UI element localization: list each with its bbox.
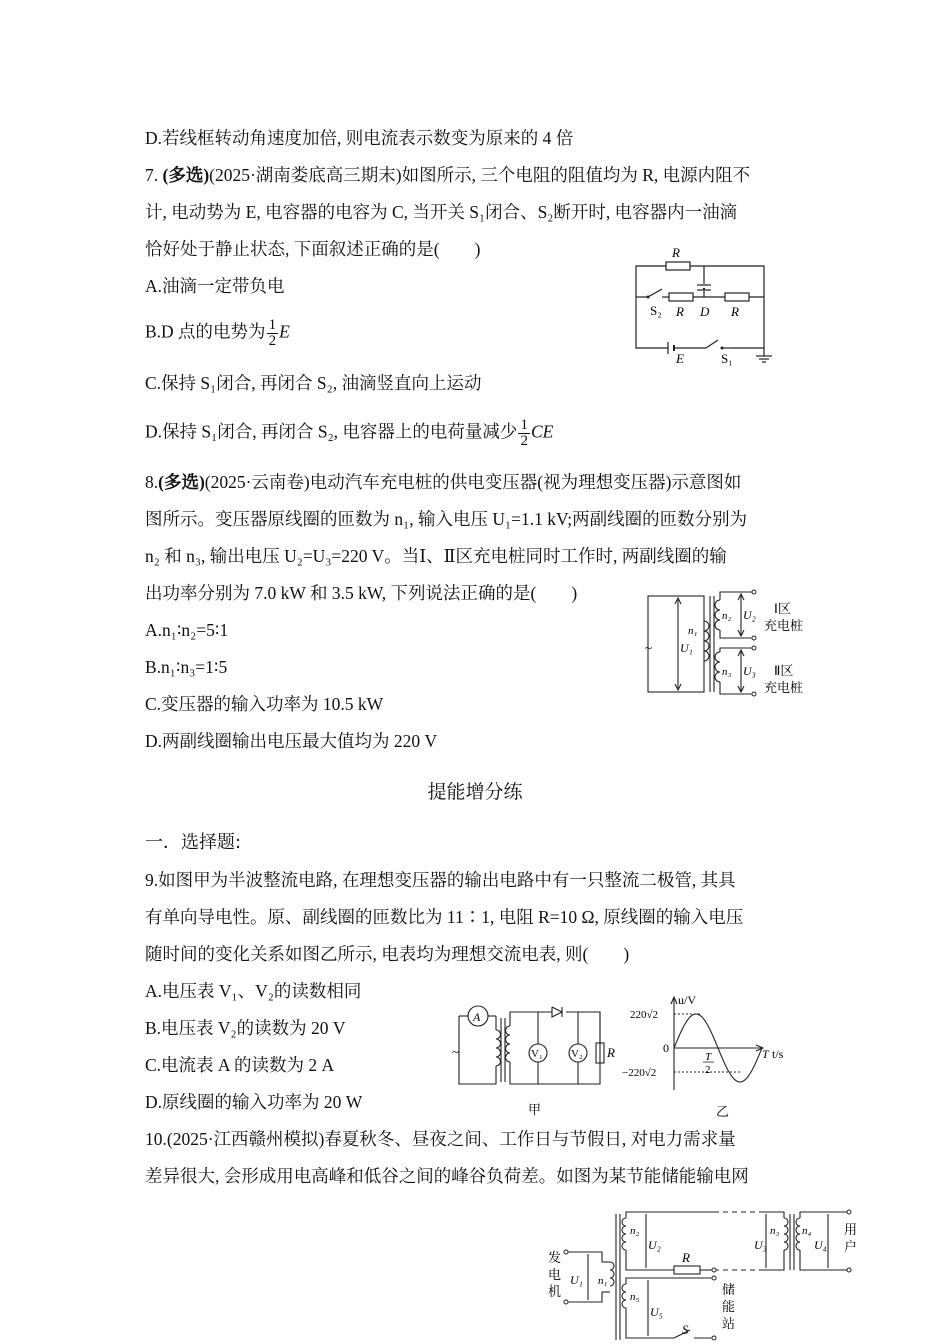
q8-stem-line1: 8.(多选)(2025·云南卷)电动汽车充电桩的供电变压器(视为理想变压器)示意图如 [145, 472, 742, 492]
figure-caption-yi: 乙 [716, 1104, 730, 1119]
label-s1: S₁ [721, 351, 733, 366]
t-label: T [762, 1047, 769, 1061]
figure-caption-jia: 甲 [528, 1102, 542, 1117]
label-switch-s: S [682, 1322, 689, 1337]
label-u4: U₄ [814, 1238, 827, 1252]
label-r-top: R [672, 245, 680, 260]
q7-option-d: D.保持 S₁闭合, 再闭合 S₂, 电容器上的电荷量减少 $\frac{1}{2}$ CE [145, 417, 554, 449]
label-zone2: Ⅱ区 [774, 663, 794, 678]
label-storage-1: 储 [722, 1282, 736, 1297]
q8-stem-line4: 出功率分别为 7.0 kW 和 3.5 kW, 下列说法正确的是( ) [145, 583, 578, 603]
label-n1: n₁ [598, 1275, 608, 1287]
label-r2: R [731, 304, 739, 319]
label-generator-2: 电 [548, 1267, 562, 1282]
terminal [712, 1336, 716, 1340]
q7-stem-line3: 恰好处于静止状态, 下面叙述正确的是( ) [145, 239, 481, 259]
terminal [712, 1268, 716, 1272]
t-half-den: 2 [705, 1064, 711, 1076]
q8-transformer-diagram [644, 586, 824, 706]
label-u3: U₃ [754, 1238, 767, 1252]
label-generator-1: 发 [548, 1250, 562, 1265]
label-zone2-pile: 充电桩 [764, 680, 804, 695]
terminal [847, 1268, 851, 1272]
origin-label: 0 [663, 1041, 669, 1055]
terminal [752, 636, 756, 640]
label-u5: U₅ [650, 1305, 663, 1319]
q7-circuit-diagram [626, 244, 786, 374]
label-zone1: Ⅰ区 [774, 601, 791, 616]
q9-stem-line3: 随时间的变化关系如图乙所示, 电表均为理想交流电表, 则( ) [145, 944, 630, 964]
label-v2: V₂ [571, 1048, 583, 1060]
label-user-2: 户 [844, 1239, 858, 1254]
q8-stem-line3: n₂ 和 n₃, 输出电压 U₂=U₃=220 V。当Ⅰ、Ⅱ区充电桩同时工作时, 两副线圈的输 [145, 546, 727, 566]
q6-option-d: D.若线框转动角速度加倍, 则电流表示数变为原来的 4 倍 [145, 128, 574, 148]
label-generator-3: 机 [548, 1284, 562, 1299]
label-n2: n₂ [630, 1225, 640, 1237]
label-storage-2: 能 [722, 1299, 736, 1314]
label-r1: R [676, 304, 684, 319]
q10-stem-line2: 差异很大, 会形成用电高峰和低谷之间的峰谷负荷差。如图为某节能储能输电网 [145, 1166, 749, 1186]
q9-stem-line2: 有单向导电性。原、副线圈的匝数比为 11∶1, 电阻 R=10 Ω, 原线圈的输入电压 [145, 907, 744, 927]
label-n5: n₅ [630, 1291, 640, 1303]
q9-rectifier-circuit [450, 998, 625, 1118]
label-n2: n₂ [722, 610, 732, 622]
q7-option-b: B.D 点的电势为 $\frac{1}{2}$ E [145, 317, 290, 349]
label-u1: U₁ [680, 641, 693, 655]
label-e: E [676, 351, 684, 366]
ac-source-symbol: ~ [452, 1044, 460, 1059]
label-ammeter: A [473, 1010, 481, 1024]
fraction: $\frac{1}{2}$ [268, 317, 277, 349]
q10-stem-line1: 10.(2025·江西赣州模拟)春夏秋冬、昼夜之间、工作日与节假日, 对电力需求量 [145, 1129, 736, 1149]
y-max-label: 220√2 [630, 1009, 659, 1021]
q8-option-d: D.两副线圈输出电压最大值均为 220 V [145, 731, 438, 751]
label-n4: n₄ [802, 1225, 812, 1237]
label-v1: V₁ [531, 1048, 543, 1060]
t-half-num: T [705, 1051, 712, 1063]
label-s2: S₂ [650, 303, 662, 318]
section-subtitle: 一．选择题: [145, 832, 242, 853]
terminal [564, 1300, 568, 1304]
terminal [712, 1276, 716, 1280]
label-n3: n₃ [770, 1225, 780, 1237]
label-u1: U₁ [570, 1273, 583, 1287]
q8-option-a: A.n₁∶n₂=5∶1 [145, 620, 229, 640]
terminal [847, 1210, 851, 1214]
q7-stem-line1: 7. (多选)(2025·湖南娄底高三期末)如图所示, 三个电阻的阻值均为 R, 电源内阻不 [145, 165, 751, 185]
q9-voltage-graph [622, 990, 802, 1120]
q7-option-c: C.保持 S₁闭合, 再闭合 S₂, 油滴竖直向上运动 [145, 373, 482, 393]
label-zone1-pile: 充电桩 [764, 618, 804, 633]
terminal [752, 692, 756, 696]
ac-source-symbol: ~ [645, 640, 653, 655]
label-u2: U₂ [743, 608, 756, 622]
terminal [752, 646, 756, 650]
q8-option-b: B.n₁∶n₃=1∶5 [145, 657, 228, 677]
q9-option-d: D.原线圈的输入功率为 20 W [145, 1092, 363, 1112]
q7-stem-line2: 计, 电动势为 E, 电容器的电容为 C, 当开关 S₁闭合、S₂断开时, 电容器内一油滴 [145, 202, 738, 222]
label-r: R [607, 1045, 615, 1060]
oil-drop [703, 288, 705, 290]
q9-option-c: C.电流表 A 的读数为 2 A [145, 1055, 335, 1075]
label-n3: n₃ [722, 666, 732, 678]
label-n1: n₁ [688, 625, 698, 637]
label-storage-3: 站 [722, 1316, 736, 1331]
q9-stem-line1: 9.如图甲为半波整流电路, 在理想变压器的输出电路中有一只整流二极管, 其具 [145, 870, 736, 890]
label-r: R [682, 1250, 690, 1265]
switch-node [721, 347, 724, 350]
q10-grid-diagram [544, 1204, 864, 1344]
terminal [564, 1250, 568, 1254]
q7-option-a: A.油滴一定带负电 [145, 276, 285, 296]
label-d: D [700, 304, 710, 319]
x-axis-label: t/s [772, 1047, 784, 1061]
y-axis-label: u/V [678, 993, 696, 1007]
q9-option-a: A.电压表 V₁、V₂的读数相同 [145, 981, 362, 1001]
label-u2: U₂ [648, 1238, 661, 1252]
q8-option-c: C.变压器的输入功率为 10.5 kW [145, 694, 384, 714]
fraction: $\frac{1}{2}$ [520, 417, 528, 449]
label-u3: U₃ [743, 664, 756, 678]
y-min-label: −220√2 [622, 1067, 657, 1079]
q9-option-b: B.电压表 V₂的读数为 20 V [145, 1018, 346, 1038]
section-title: 提能增分练 [427, 781, 523, 803]
terminal [752, 590, 756, 594]
switch-node [647, 296, 650, 299]
label-user-1: 用 [844, 1222, 858, 1237]
q8-stem-line2: 图所示。变压器原线圈的匝数为 n₁, 输入电压 U₁=1.1 kV;两副线圈的匝数分别为 [145, 509, 748, 529]
